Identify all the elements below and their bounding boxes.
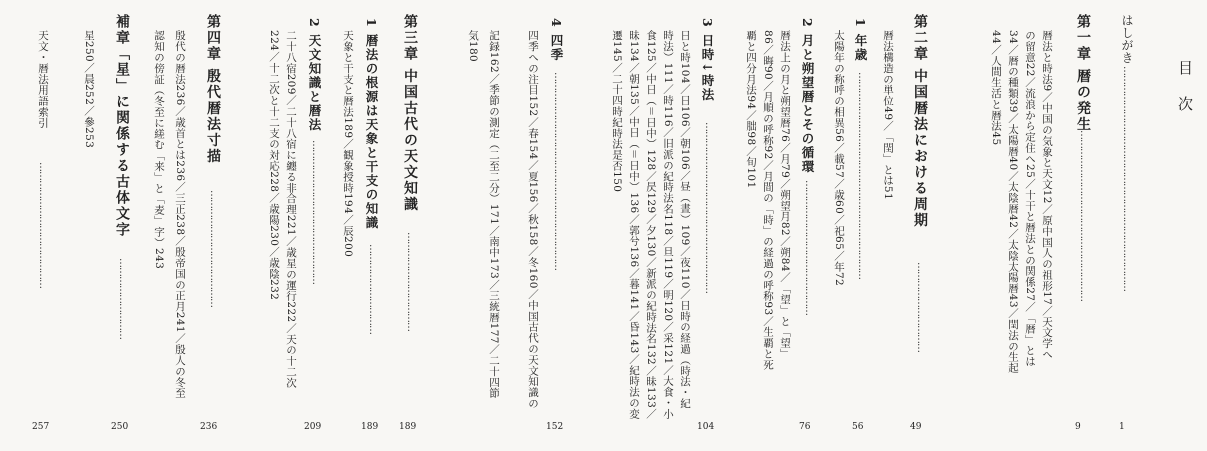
section-2-1-line-1: 太陽年の称呼の相異56／載57／歳60／祀65／年72 — [833, 30, 845, 287]
chapter-1-leader: ………………………………………………… — [1078, 130, 1089, 301]
section-2-2-line-1: 暦法上の月と朔望暦76／月79／朔望月82／朔84／「望」と「望」 — [779, 30, 791, 360]
section-2-2-line-2: 86／晦90／月順の呼称92／月間の「時」の経過の呼称93／生覇と死 — [762, 30, 774, 371]
chapter-4-leader: ………………………………… — [208, 190, 219, 307]
section-3-2-number: 2 — [307, 18, 322, 29]
chapter-4-line-1: 殷代の暦法236／歳首とは236／三正238／殷帝国の正月241／殷人の冬至 — [174, 30, 186, 399]
chapter-1-line-2: の留意22／流浪から定住へ25／十干と暦法との関係27／「暦」とは — [1024, 30, 1036, 367]
index-leader: …………………………………… — [37, 162, 48, 288]
section-2-4-leader: ………………………………………………………… — [552, 72, 563, 270]
section-3-1-page: 189 — [361, 422, 379, 432]
section-2-2-leader: ……………………………………… — [803, 180, 814, 315]
supplement-line-1: 星250／晨252／參253 — [83, 30, 95, 149]
section-2-3-number: 3 — [700, 18, 715, 29]
section-2-4-line-2: 記録162／季節の測定（二至二分）171／南中173／三統暦177／二十四節 — [488, 30, 500, 399]
section-2-4-page: 152 — [546, 422, 564, 432]
section-2-2-number: 2 — [800, 18, 815, 29]
chapter-2-leader: ………………………… — [915, 262, 926, 352]
chapter-1-page: 9 — [1075, 422, 1081, 432]
section-3-1-line-1: 天象と干支と暦法189／観象授時194／辰200 — [342, 30, 354, 258]
supplement-title: 補章「星」に関係する古体文字 — [114, 14, 130, 238]
chapter-4-line-2: 認知の傍証（冬至に縒む「来」と「麦」字）243 — [153, 30, 165, 270]
section-2-2-page: 76 — [799, 422, 811, 432]
section-3-2-line-1: 二十八宿209／二十八宿に纏る非合理221／歳星の運行222／天の十二次 — [285, 30, 297, 389]
section-2-3-page: 104 — [697, 422, 715, 432]
toc-title: 目 次 — [1176, 60, 1194, 119]
section-2-1-leader: …………………………………………………………… — [856, 72, 867, 279]
section-2-3-leader: ………………………………………………… — [703, 122, 714, 293]
chapter-1-line-1: 暦法と時法9／中国の気象と天文12／原中国人の祖形17／天文学へ — [1041, 30, 1053, 360]
chapter-3-page: 189 — [399, 422, 417, 432]
chapter-2-title: 第二章 中国暦法における周期 — [912, 14, 928, 229]
supplement-page: 250 — [111, 422, 129, 432]
section-2-1-title: 年歳 — [853, 34, 868, 62]
supplement-leader: ……………………… — [117, 258, 128, 339]
section-2-3-line-1: 日と時104／日106／朝106／昼（晝）109／夜110／日時の経過（時法・紀 — [679, 30, 691, 409]
section-3-2-line-2: 224／十二次と十二支の対応228／歳陽230／歳陰232 — [268, 30, 280, 301]
section-2-3-line-2: 時法）111／時116／旧派の紀時法名118／旦119／明120／采121／大食・小 — [662, 30, 674, 420]
section-2-4-line-1: 四季への注目152／春154／夏156／秋158／冬160／中国古代の天文知識の — [527, 30, 539, 409]
section-2-3-line-4: 昧134／朝135／中日（＝日中）136／郭兮136／暮141／昏143／紀時法の変 — [628, 30, 640, 420]
section-3-1-title: 暦法の根源は天象と干支の知識 — [364, 34, 379, 230]
section-3-1-leader: ………………………… — [367, 244, 378, 334]
section-2-3-title: 日時↓時法 — [700, 34, 715, 102]
section-3-2-page: 209 — [304, 422, 322, 432]
chapter-4-page: 236 — [200, 422, 218, 432]
section-2-1-number: 1 — [853, 18, 868, 29]
index-page: 257 — [32, 422, 50, 432]
chapter-2-page: 49 — [910, 422, 922, 432]
section-3-1-number: 1 — [364, 18, 379, 29]
section-3-2-leader: ………………………………………… — [310, 140, 321, 284]
preface-label: はしがき — [1120, 14, 1134, 64]
chapter-1-line-4: 44／人間生活と暦法45 — [990, 30, 1002, 146]
section-2-4-line-3: 気180 — [467, 30, 479, 63]
chapter-3-title: 第三章 中国古代の天文知識 — [402, 14, 418, 213]
chapter-3-leader: …………………………… — [405, 232, 416, 331]
chapter-1-line-3: 34／暦の種類39／太陽暦40／太陰暦42／太陰太陽暦43／閏法の生起 — [1007, 30, 1019, 374]
chapter-1-title: 第一章 暦の発生 — [1075, 14, 1091, 133]
section-3-2-title: 天文知識と暦法 — [307, 34, 322, 132]
chapter-2-line-1: 暦法構造の単位49／「閏」とは51 — [882, 30, 894, 201]
index-label: 天文・暦法用語索引 — [37, 30, 49, 129]
section-2-3-line-5: 遷145／二十四時紀時法是否150 — [611, 30, 623, 193]
preface-page: 1 — [1119, 422, 1125, 432]
section-2-4-title: 四季 — [549, 34, 564, 62]
section-2-3-line-3: 食125／中日（＝日中）128／昃129／夕130／新派の紀時法名132／昧133／ — [645, 30, 657, 420]
section-2-2-line-3: 覇と四分月法94／朏98／旬101 — [745, 30, 757, 189]
chapter-4-title: 第四章 殷代暦法寸描 — [205, 14, 221, 165]
preface-leader: ………………………………………………………………… — [1121, 66, 1132, 291]
section-2-4-number: 4 — [549, 18, 564, 29]
section-2-1-page: 56 — [852, 422, 864, 432]
section-2-2-title: 月と朔望暦とその循環 — [800, 34, 815, 174]
